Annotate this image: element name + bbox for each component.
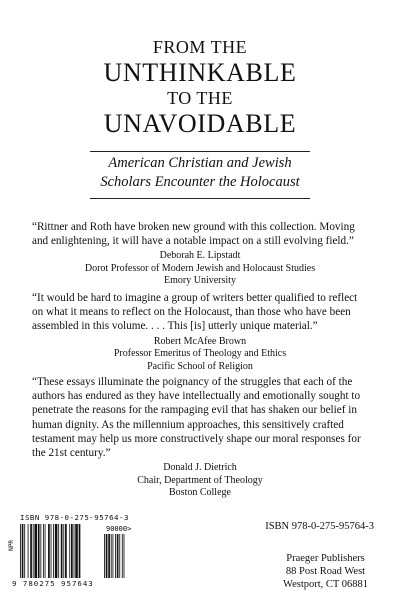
barcode-bar (75, 524, 78, 578)
blurb-lipstadt (32, 220, 368, 288)
barcode-bar (43, 524, 44, 578)
barcode-bar (48, 524, 50, 578)
barcode-side-code: NPR (8, 540, 15, 551)
title-line-1: FROM THE (152, 37, 248, 57)
barcode-bar (61, 524, 63, 578)
barcode-bar (71, 524, 73, 578)
addon-bar (113, 534, 114, 578)
publisher-address-2: Westport, CT 06881 (283, 579, 368, 590)
barcode-bar (45, 524, 46, 578)
addon-bars (104, 534, 124, 578)
subtitle-rule-bottom (90, 198, 310, 199)
book-subtitle (0, 154, 400, 192)
isbn-text: ISBN 978-0-275-95764-3 (265, 521, 374, 532)
blurb-quote: “These essays illuminate the poignancy of the struggles that each of the authors has endured as they have intellectually and emotionally sought to penetrate the reasons for the rampaging evil that has shaken our belief in human dignity. As the millennium approaches, this sensitively crafted testament may help us more constructively shape our moral responses for the 21st century.” (32, 376, 361, 460)
blurb-author-title: Chair, Department of Theology (137, 474, 263, 486)
barcode-addon: 90000> (106, 525, 132, 533)
addon-bar (115, 534, 116, 578)
blurb-author: Donald J. Dietrich (163, 462, 237, 474)
blurb-author-org: Boston College (169, 487, 231, 499)
barcode-digits: 9 780275 957643 (12, 579, 94, 588)
barcode-bar (53, 524, 54, 578)
barcode-bar (79, 524, 81, 578)
subtitle-line-2: Scholars Encounter the Holocaust (100, 174, 300, 190)
barcode-bar (34, 524, 37, 578)
publisher-address-1: 88 Post Road West (285, 566, 366, 577)
blurb-author-title: Professor Emeritus of Theology and Ethics (113, 348, 287, 360)
blurb-dietrich (32, 375, 368, 500)
barcode-bar (63, 524, 64, 578)
addon-bar (124, 534, 125, 578)
blurb-brown (32, 291, 368, 373)
book-title (0, 36, 400, 138)
barcode-bar (40, 524, 41, 578)
blurb-author-org: Pacific School of Religion (147, 360, 253, 372)
title-line-3: TO THE (167, 88, 233, 108)
addon-bar (119, 534, 120, 578)
barcode-bar (22, 524, 24, 578)
addon-bar (104, 534, 105, 578)
blurb-quote: “Rittner and Roth have broken new ground with this collection. Moving and enlightening, it will have a notable impact on a still evolving field.” (32, 221, 355, 248)
barcode-isbn-label: ISBN 978-0-275-95764-3 (20, 513, 129, 522)
addon-bar (122, 534, 123, 578)
subtitle-rule-top (90, 151, 310, 152)
barcode (20, 524, 132, 580)
blurb-author-title: Dorot Professor of Modern Jewish and Holocaust Studies (84, 262, 316, 274)
barcode-bar (55, 524, 58, 578)
title-line-2: UNTHINKABLE (103, 58, 297, 87)
barcode-bar (30, 524, 32, 578)
barcode-bar (24, 524, 25, 578)
barcode-bar (58, 524, 59, 578)
barcode-bar (38, 524, 40, 578)
barcode-bar (74, 524, 75, 578)
addon-bar (111, 534, 112, 578)
blurb-quote: “It would be hard to imagine a group of writers better qualified to reflect on what it means to reflect on the Holocaust, than those who have been assembled in this volume. . . . This [is] utterly unique material.” (32, 292, 358, 333)
addon-bar (108, 534, 110, 578)
publisher-name: Praeger Publishers (286, 553, 365, 564)
blurb-author: Robert McAfee Brown (153, 335, 247, 347)
barcode-bar (65, 524, 67, 578)
publisher-block (283, 552, 368, 591)
blurb-author-org: Emory University (164, 275, 236, 287)
blurb-author: Deborah E. Lipstadt (159, 250, 241, 262)
addon-bar (117, 534, 119, 578)
addon-bar (106, 534, 108, 578)
barcode-bar (33, 524, 34, 578)
title-line-4: UNAVOIDABLE (103, 109, 297, 138)
barcode-bar (28, 524, 29, 578)
barcode-bar (51, 524, 52, 578)
barcode-bar (20, 524, 21, 578)
subtitle-line-1: American Christian and Jewish (108, 155, 292, 171)
barcode-bars (20, 524, 80, 578)
barcode-bar (69, 524, 70, 578)
